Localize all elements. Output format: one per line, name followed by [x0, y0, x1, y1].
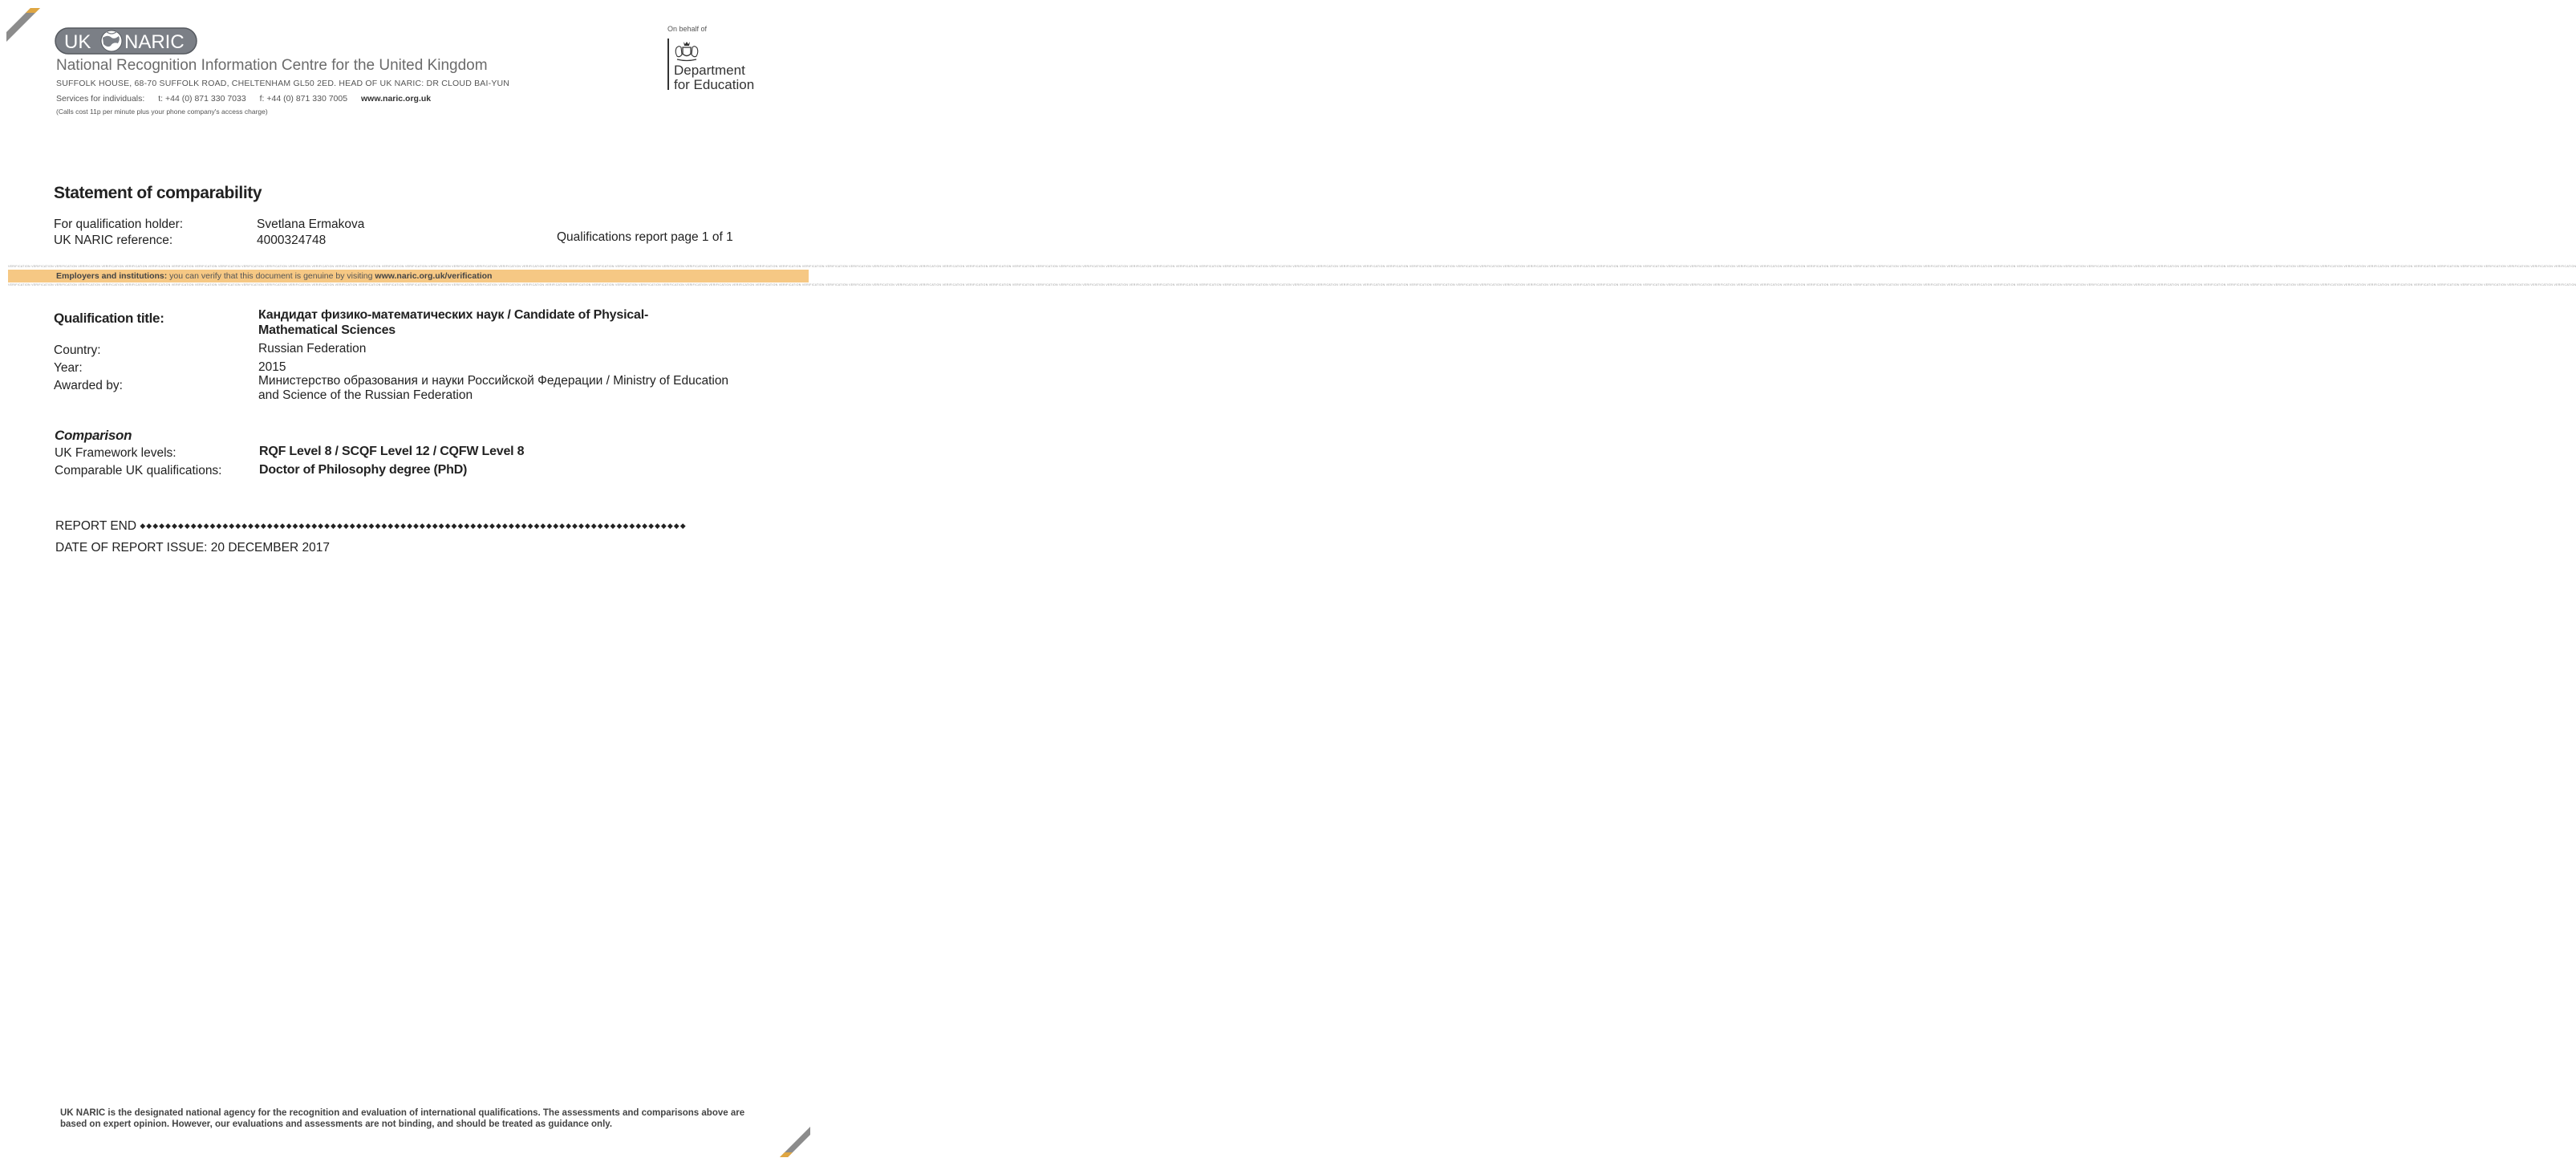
country-value: Russian Federation: [258, 342, 367, 356]
document-title: Statement of comparability: [54, 184, 262, 202]
website-link[interactable]: www.naric.org.uk: [361, 94, 432, 104]
fax-number: f: +44 (0) 871 330 7005: [259, 94, 348, 104]
awarded-by-label: Awarded by:: [54, 379, 123, 392]
holder-value: Svetlana Ermakova: [257, 217, 365, 231]
year-label: Year:: [54, 361, 83, 375]
comparable-value: Doctor of Philosophy degree (PhD): [259, 463, 468, 477]
corner-mark-top-left: [6, 8, 40, 42]
framework-value: RQF Level 8 / SCQF Level 12 / CQFW Level 8: [259, 445, 525, 458]
report-end-dots: ◆◆◆◆◆◆◆◆◆◆◆◆◆◆◆◆◆◆◆◆◆◆◆◆◆◆◆◆◆◆◆◆◆◆◆◆◆◆◆◆◆◆◆◆◆◆◆◆◆◆◆◆◆◆◆◆◆◆◆◆◆◆◆◆◆◆◆◆◆◆◆◆◆◆◆◆◆◆◆◆◆◆◆◆◆◆: [140, 522, 687, 530]
telephone-number: t: +44 (0) 871 330 7033: [158, 94, 246, 104]
verification-microtext-top: VERIFICATION VERIFICATION VERIFICATION VERIFICATION VERIFICATION VERIFICATION VERIFICATION VERIFICATION VERIFICATION VERIFICATION VERIFICATION VERIFICATION VERIFICATION VERIFICATION VERIFICATION VERIFICATION VERIFICATION VERIFICATION VERIFICATION VERIFICATION VERIFICATION VERIFICATION VERIFICATION VERIFICATION VERIFICATION VERIFICATION VERIFICATION VERIFICATION VERIFICATION VERIFICATION VERIFICATION VERIFICATION VERIFICATION VERIFICATION VERIFICATION VERIFICATION VERIFICATION VERIFICATION VERIFICATION VERIFICATION VERIFICATION VERIFICATION VERIFICATION VERIFICATION VERIFICATION VERIFICATION VERIFICATION VERIFICATION VERIFICATION VERIFICATION VERIFICATION VERIFICATION VERIFICATION VERIFICATION VERIFICATION VERIFICATION VERIFICATION VERIFICATION VERIFICATION VERIFICATION VERIFICATION VERIFICATION VERIFICATION VERIFICATION VERIFICATION VERIFICATION VERIFICATION VERIFICATION VERIFICATION VERIFICATION VERIFICATION VERIFICATION VERIFICATION VERIFICATION VERIFICATION VERIFICATION VERIFICATION VERIFICATION VERIFICATION VERIFICATION VERIFICATION VERIFICATION VERIFICATION VERIFICATION VERIFICATION VERIFICATION VERIFICATION VERIFICATION VERIFICATION VERIFICATION VERIFICATION VERIFICATION VERIFICATION VERIFICATION VERIFICATION VERIFICATION VERIFICATION VERIFICATION VERIFICATION VERIFICATION VERIFICATION VERIFICATION VERIFICATION VERIFICATION VERIFICATION VERIFICATION VERIFICATION VERIFICATION VERIFICATION VERIFICATION: [8, 265, 2576, 268]
dfe-divider: [667, 39, 669, 90]
qualification-title-label: Qualification title:: [54, 311, 164, 326]
framework-label: UK Framework levels:: [55, 446, 176, 460]
comparison-heading: Comparison: [55, 428, 132, 443]
call-cost-note: (Calls cost 11p per minute plus your phone company's access charge): [56, 108, 268, 116]
dfe-name: [674, 63, 754, 92]
reference-label: UK NARIC reference:: [54, 234, 173, 247]
footer-disclaimer: UK NARIC is the designated national agency for the recognition and evaluation of international qualifications. The assessments and comparisons above are based on expert opinion. However, our evaluations and assessments are not binding, and should be treated as guidance only.: [60, 1108, 745, 1129]
contact-line: [56, 94, 431, 104]
awarded-by-value: Министерство образования и науки Российской Федерации / Ministry of Education and Science of the Russian Federation: [258, 374, 729, 402]
report-issue-date: DATE OF REPORT ISSUE: 20 DECEMBER 2017: [55, 541, 330, 555]
organization-name: National Recognition Information Centre for the United Kingdom: [56, 57, 488, 74]
verification-text: [56, 271, 492, 281]
royal-crest-icon: [674, 40, 700, 63]
organization-address: SUFFOLK HOUSE, 68-70 SUFFOLK ROAD, CHELTENHAM GL50 2ED. HEAD OF UK NARIC: DR CLOUD BAI-YUN: [56, 79, 510, 88]
logo-text-right: NARIC: [124, 31, 185, 53]
globe-icon: [101, 30, 122, 51]
dfe-name-line1: Department: [674, 63, 745, 78]
verification-sentence: you can verify that this document is genuine by visiting: [167, 271, 375, 281]
services-label: Services for individuals:: [56, 94, 145, 104]
year-value: 2015: [258, 360, 286, 374]
verification-url[interactable]: www.naric.org.uk/verification: [375, 271, 493, 281]
page-info: Qualifications report page 1 of 1: [557, 230, 733, 244]
report-end-line: [55, 519, 687, 534]
report-end-label: REPORT END: [55, 519, 137, 533]
verification-prefix: Employers and institutions:: [56, 271, 168, 281]
logo-text-left: UK: [64, 31, 91, 53]
country-label: Country:: [54, 343, 101, 357]
verification-microtext-bottom: VERIFICATION VERIFICATION VERIFICATION VERIFICATION VERIFICATION VERIFICATION VERIFICATION VERIFICATION VERIFICATION VERIFICATION VERIFICATION VERIFICATION VERIFICATION VERIFICATION VERIFICATION VERIFICATION VERIFICATION VERIFICATION VERIFICATION VERIFICATION VERIFICATION VERIFICATION VERIFICATION VERIFICATION VERIFICATION VERIFICATION VERIFICATION VERIFICATION VERIFICATION VERIFICATION VERIFICATION VERIFICATION VERIFICATION VERIFICATION VERIFICATION VERIFICATION VERIFICATION VERIFICATION VERIFICATION VERIFICATION VERIFICATION VERIFICATION VERIFICATION VERIFICATION VERIFICATION VERIFICATION VERIFICATION VERIFICATION VERIFICATION VERIFICATION VERIFICATION VERIFICATION VERIFICATION VERIFICATION VERIFICATION VERIFICATION VERIFICATION VERIFICATION VERIFICATION VERIFICATION VERIFICATION VERIFICATION VERIFICATION VERIFICATION VERIFICATION VERIFICATION VERIFICATION VERIFICATION VERIFICATION VERIFICATION VERIFICATION VERIFICATION VERIFICATION VERIFICATION VERIFICATION VERIFICATION VERIFICATION VERIFICATION VERIFICATION VERIFICATION VERIFICATION VERIFICATION VERIFICATION VERIFICATION VERIFICATION VERIFICATION VERIFICATION VERIFICATION VERIFICATION VERIFICATION VERIFICATION VERIFICATION VERIFICATION VERIFICATION VERIFICATION VERIFICATION VERIFICATION VERIFICATION VERIFICATION VERIFICATION VERIFICATION VERIFICATION VERIFICATION VERIFICATION VERIFICATION VERIFICATION VERIFICATION VERIFICATION VERIFICATION VERIFICATION: [8, 283, 2576, 286]
dfe-name-line2: for Education: [674, 77, 755, 92]
holder-label: For qualification holder:: [54, 217, 184, 231]
naric-logo: [55, 27, 197, 55]
comparable-label: Comparable UK qualifications:: [55, 464, 222, 477]
qualification-title-value: Кандидат физико-математических наук / Candidate of Physical-Mathematical Sciences: [258, 308, 649, 337]
on-behalf-label: On behalf of: [667, 25, 708, 33]
corner-mark-bottom-right: [780, 1127, 810, 1157]
reference-value: 4000324748: [257, 234, 327, 247]
